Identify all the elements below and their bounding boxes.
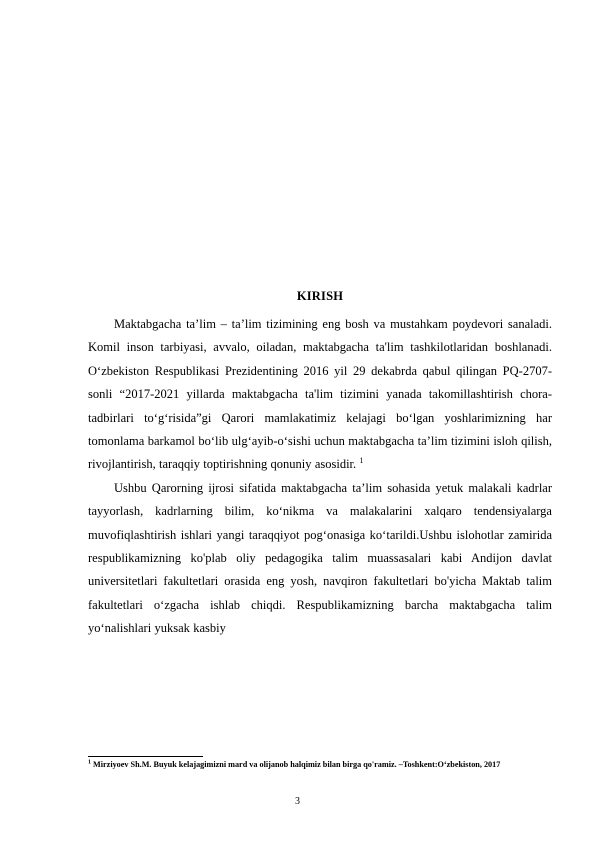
- footnote: [88, 759, 552, 771]
- paragraph-1-text: Maktabgacha ta’lim – ta’lim tizimining eng bosh va mustahkam poydevori sanaladi. Komil inson tarbiyasi, avvalo, oiladan, maktabgacha ta'lim tashkilotlaridan boshlanadi. O‘zbekiston Respublikasi Prezidentining 2016 yil 29 dekabrda qabul qilingan PQ-2707-sonli “2017-2021 yillarda maktabgacha ta'lim tizimini yanada takomillashtirish chora-tadbirlari to‘g‘risida”gi Qarori mamlakatimiz kelajagi bo‘lgan yoshlarimizning har tomonlama barkamol bo‘lib ulg‘ayib-o‘sishi uchun maktabgacha ta’lim tizimini isloh qilish, rivojlantirish, taraqqiy toptirishning qonuniy asosidir.: [88, 317, 552, 472]
- footnote-reference: 1: [359, 456, 364, 466]
- main-text: [88, 313, 552, 641]
- footnote-text: Mirziyoev Sh.M. Buyuk kelajagimizni mard va olijanob halqimiz bilan birga qo'ramiz. –Toshkent:O‘zbekiston, 2017: [93, 760, 501, 769]
- footnote-number: 1: [88, 759, 91, 766]
- paragraph-1: [88, 313, 552, 477]
- paragraph-2: [88, 477, 552, 641]
- page-heading: KIRISH: [296, 289, 344, 303]
- page-number: 3: [295, 796, 300, 807]
- paragraph-2-text: Ushbu Qarorning ijrosi sifatida maktabgacha ta’lim sohasida yetuk malakali kadrlar tayyorlash, kadrlarning bilim, ko‘nikma va malakalarini xalqaro tendensiyalarga muvofiqlashtirish ishlari yangi taraqqiyot pog‘onasiga ko‘tarildi.Ushbu islohotlar zamirida respublikamizning ko'plab oliy pedagogika talim muassasalari kabi Andijon davlat universitetlari fakultetlari orasida eng yosh, navqiron fakultetlari bo'yicha Maktab talim fakultetlari o‘zgacha ishlab chiqdi. Respublikamizning barcha maktabgacha talim yo‘nalishlari yuksak kasbiy: [88, 480, 552, 636]
- footnote-separator: [88, 756, 203, 757]
